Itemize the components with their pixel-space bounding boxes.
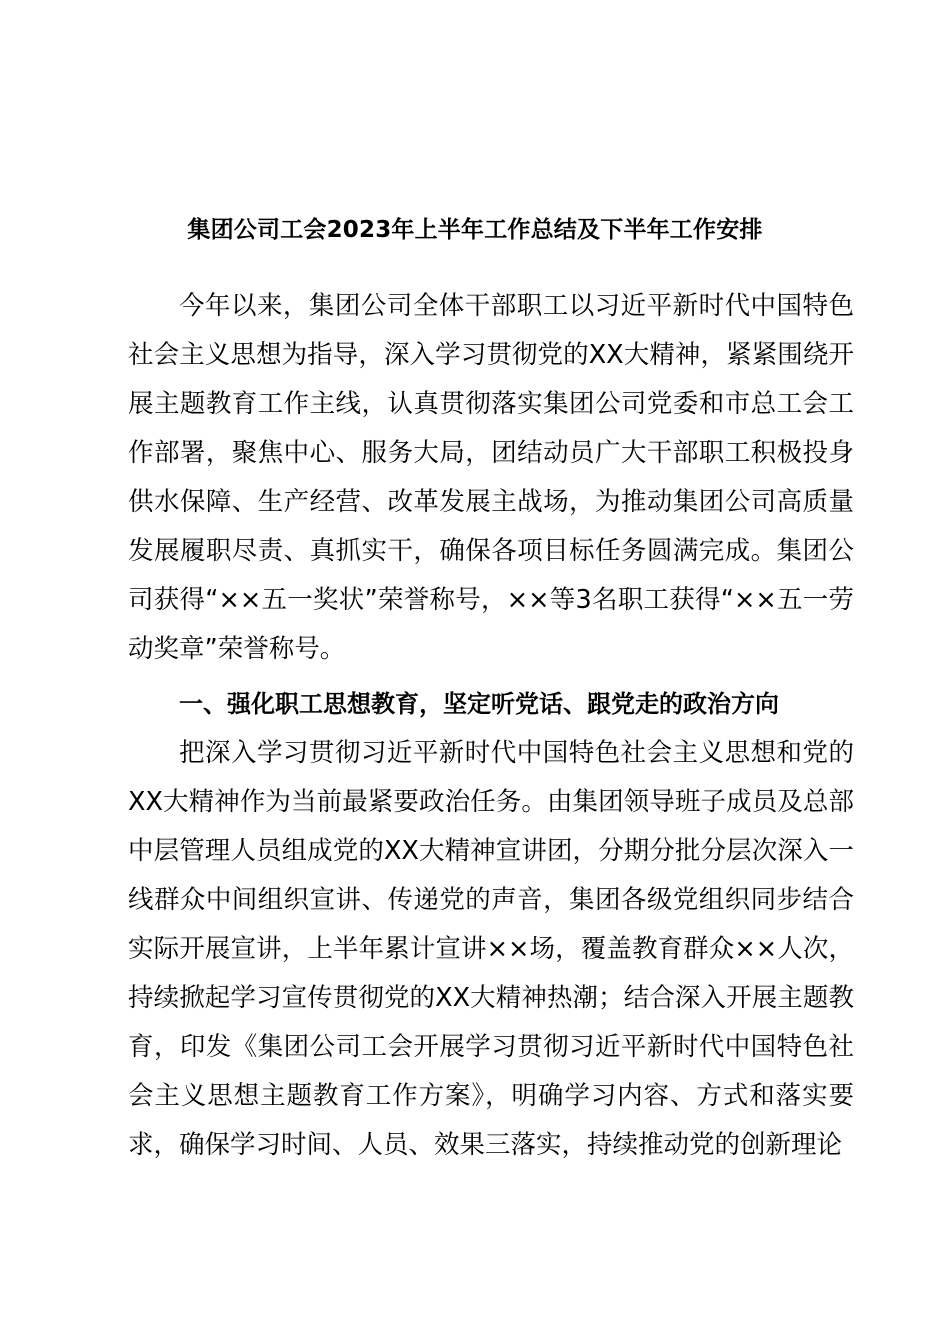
section-1-paragraph: 把深入学习贯彻习近平新时代中国特色社会主义思想和党的XX大精神作为当前最紧要政治任务。由集团领导班子成员及总部中层管理人员组成党的XX大精神宣讲团，分期分批分层次深入一线群众中间组织宣讲、传递党的声音，集团各级党组织同步结合实际开展宣讲，上半年累计宣讲××场，覆盖教育群众××人次，持续掀起学习宣传贯彻党的XX大精神热潮；结合深入开展主题教育，印发《集团公司工会开展学习贯彻习近平新时代中国特色社会主义思想主题教育工作方案》，明确学习内容、方式和落实要求，确保学习时间、人员、效果三落实，持续推动党的创新理论 [128, 738, 854, 1160]
section-1-heading: 一、强化职工思想教育，坚定听党话、跟党走的政治方向 [179, 690, 779, 718]
intro-paragraph: 今年以来，集团公司全体干部职工以习近平新时代中国特色社会主义思想为指导，深入学习贯彻党的XX大精神，紧紧围绕开展主题教育工作主线，认真贯彻落实集团公司党委和市总工会工作部署，聚焦中心、服务大局，团结动员广大干部职工积极投身供水保障、生产经营、改革发展主战场，为推动集团公司高质量发展履职尽责、真抓实干，确保各项目标任务圆满完成。集团公司获得“××五一奖状”荣誉称号，××等3名职工获得“××五一劳动奖章”荣誉称号。 [128, 291, 854, 664]
document-title: 集团公司工会2023年上半年工作总结及下半年工作安排 [187, 217, 763, 243]
